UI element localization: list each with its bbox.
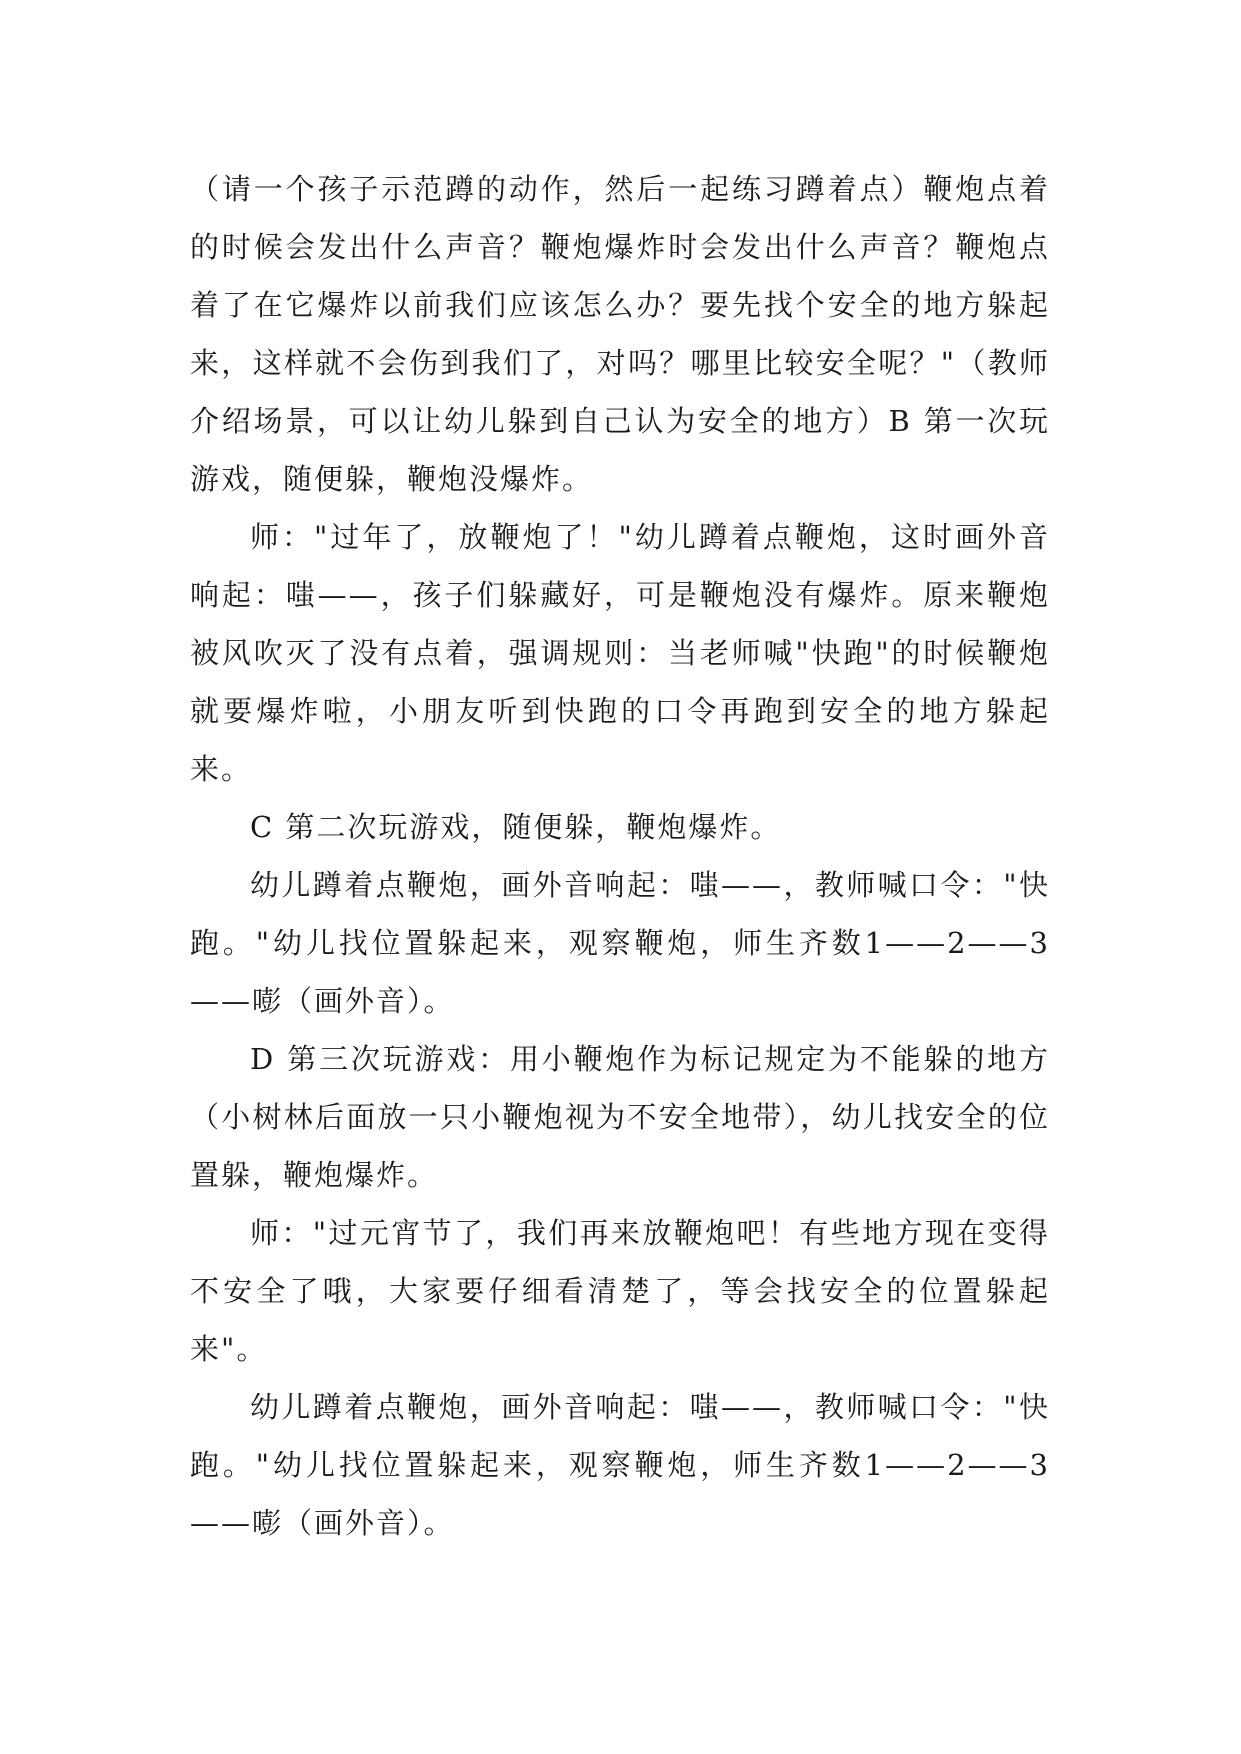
document-page	[190, 160, 1050, 1552]
paragraph-second-game-title: C 第二次玩游戏，随便躲，鞭炮爆炸。	[250, 810, 782, 844]
paragraph-third-game-play: 幼儿蹲着点鞭炮，画外音响起：嗤——，教师喊口令："快跑。"幼儿找位置躲起来，观察鞭炮，师生齐数1——2——3——嘭（画外音）。	[190, 1390, 1050, 1540]
paragraph-third-game-title: D 第三次玩游戏：用小鞭炮作为标记规定为不能躲的地方（小树林后面放一只小鞭炮视为不安全地带），幼儿找安全的位置躲，鞭炮爆炸。	[190, 1042, 1050, 1192]
paragraph-second-game-play: 幼儿蹲着点鞭炮，画外音响起：嗤——，教师喊口令："快跑。"幼儿找位置躲起来，观察鞭炮，师生齐数1——2——3——嘭（画外音）。	[190, 868, 1050, 1018]
paragraph-first-game-teacher: 师："过年了，放鞭炮了！"幼儿蹲着点鞭炮，这时画外音响起：嗤——，孩子们躲藏好，可是鞭炮没有爆炸。原来鞭炮被风吹灭了没有点着，强调规则：当老师喊"快跑"的时候鞭炮就要爆炸啦，小朋友听到快跑的口令再跑到安全的地方躲起来。	[190, 520, 1050, 786]
paragraph-third-game-teacher: 师："过元宵节了，我们再来放鞭炮吧！有些地方现在变得不安全了哦，大家要仔细看清楚了，等会找安全的位置躲起来"。	[190, 1216, 1050, 1366]
paragraph-intro-questions: （请一个孩子示范蹲的动作，然后一起练习蹲着点）鞭炮点着的时候会发出什么声音？鞭炮爆炸时会发出什么声音？鞭炮点着了在它爆炸以前我们应该怎么办？要先找个安全的地方躲起来，这样就不会伤到我们了，对吗？哪里比较安全呢？"（教师介绍场景，可以让幼儿躲到自己认为安全的地方）B 第一次玩游戏，随便躲，鞭炮没爆炸。	[190, 172, 1050, 496]
